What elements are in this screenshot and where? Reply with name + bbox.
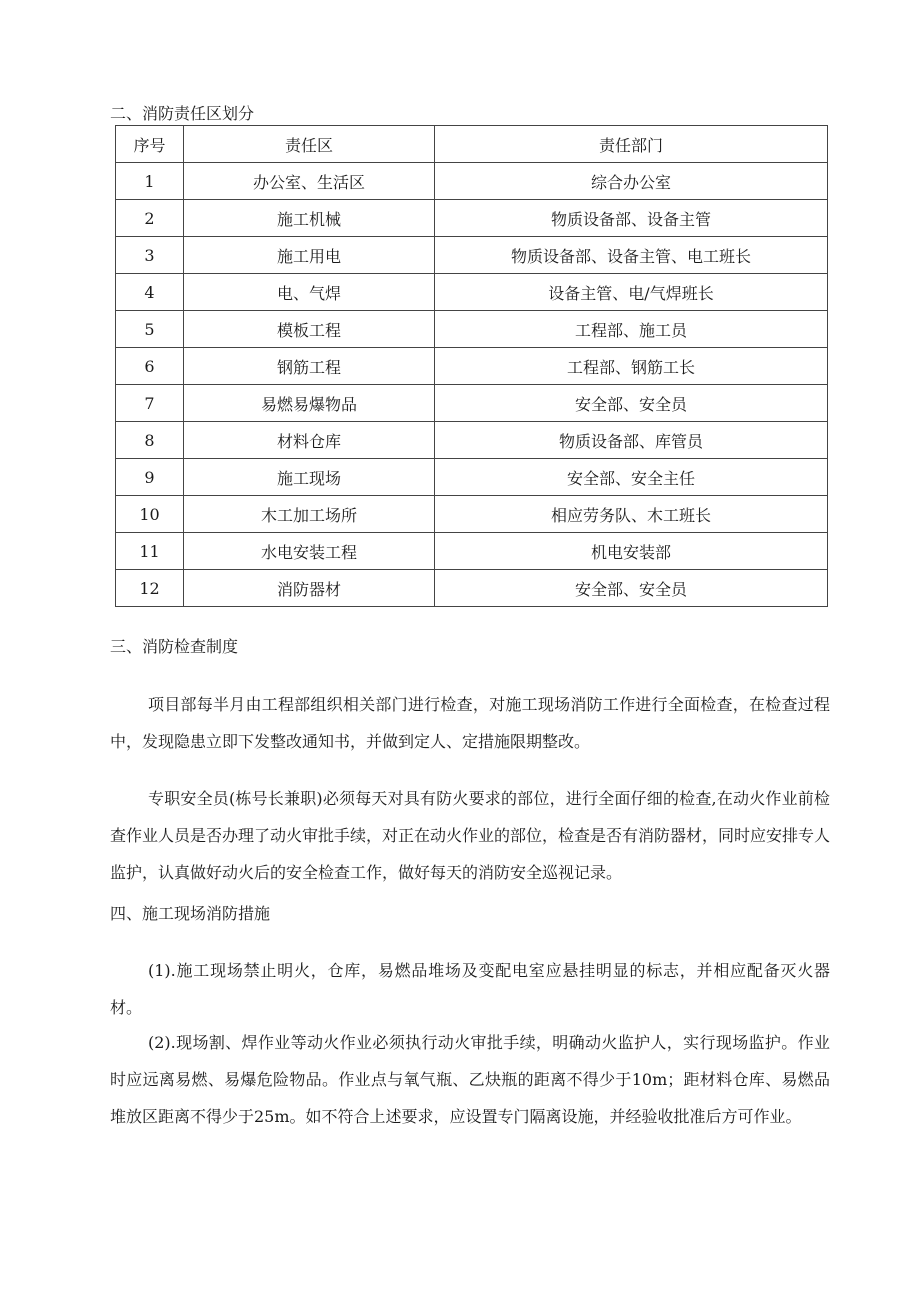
cell-area: 易燃易爆物品 bbox=[184, 385, 435, 422]
cell-no: 5 bbox=[116, 311, 184, 348]
section-heading-fire-inspection: 三、消防检查制度 bbox=[110, 637, 239, 656]
cell-dept: 相应劳务队、木工班长 bbox=[435, 496, 828, 533]
table-row bbox=[116, 533, 828, 570]
table-row bbox=[116, 459, 828, 496]
paragraph-measure-1: (1).施工现场禁止明火，仓库，易燃品堆场及变配电室应悬挂明显的标志，并相应配备灭火器材。 bbox=[110, 961, 830, 1017]
cell-no: 7 bbox=[116, 385, 184, 422]
table-row bbox=[116, 200, 828, 237]
cell-no: 8 bbox=[116, 422, 184, 459]
table-row bbox=[116, 422, 828, 459]
cell-dept: 综合办公室 bbox=[435, 163, 828, 200]
table-row bbox=[116, 496, 828, 533]
cell-area: 模板工程 bbox=[184, 311, 435, 348]
cell-no: 6 bbox=[116, 348, 184, 385]
cell-no: 4 bbox=[116, 274, 184, 311]
cell-dept: 物质设备部、设备主管、电工班长 bbox=[435, 237, 828, 274]
cell-no: 12 bbox=[116, 570, 184, 607]
paragraph-inspection-2: 专职安全员(栋号长兼职)必须每天对具有防火要求的部位，进行全面仔细的检查,在动火作业前检查作业人员是否办理了动火审批手续，对正在动火作业的部位，检查是否有消防器材，同时应安排专人监护，认真做好动火后的安全检查工作，做好每天的消防安全巡视记录。 bbox=[110, 789, 831, 882]
cell-area: 材料仓库 bbox=[184, 422, 435, 459]
table-row bbox=[116, 237, 828, 274]
cell-dept: 物质设备部、库管员 bbox=[435, 422, 828, 459]
cell-area: 电、气焊 bbox=[184, 274, 435, 311]
table-row bbox=[116, 311, 828, 348]
paragraph-measure-2: (2).现场割、焊作业等动火作业必须执行动火审批手续，明确动火监护人，实行现场监护。作业时应远离易燃、易爆危险物品。作业点与氧气瓶、乙炔瓶的距离不得少于10m；距材料仓库、易燃品堆放区距离不得少于25m。如不符合上述要求，应设置专门隔离设施，并经验收批准后方可作业。 bbox=[110, 1033, 830, 1126]
cell-area: 施工用电 bbox=[184, 237, 435, 274]
cell-no: 2 bbox=[116, 200, 184, 237]
cell-area: 消防器材 bbox=[184, 570, 435, 607]
cell-no: 9 bbox=[116, 459, 184, 496]
header-area: 责任区 bbox=[184, 126, 435, 163]
responsibility-table bbox=[115, 125, 828, 607]
table-row bbox=[116, 163, 828, 200]
table-row bbox=[116, 570, 828, 607]
cell-dept: 设备主管、电/气焊班长 bbox=[435, 274, 828, 311]
cell-area: 办公室、生活区 bbox=[184, 163, 435, 200]
cell-no: 3 bbox=[116, 237, 184, 274]
table-row bbox=[116, 274, 828, 311]
cell-area: 施工现场 bbox=[184, 459, 435, 496]
paragraph-inspection-1: 项目部每半月由工程部组织相关部门进行检查，对施工现场消防工作进行全面检查，在检查过程中，发现隐患立即下发整改通知书，并做到定人、定措施限期整改。 bbox=[110, 695, 830, 751]
header-no: 序号 bbox=[116, 126, 184, 163]
cell-dept: 安全部、安全员 bbox=[435, 570, 828, 607]
cell-no: 11 bbox=[116, 533, 184, 570]
cell-dept: 机电安装部 bbox=[435, 533, 828, 570]
table-header-row bbox=[116, 126, 828, 163]
cell-area: 水电安装工程 bbox=[184, 533, 435, 570]
cell-area: 木工加工场所 bbox=[184, 496, 435, 533]
cell-no: 1 bbox=[116, 163, 184, 200]
cell-dept: 工程部、钢筋工长 bbox=[435, 348, 828, 385]
cell-area: 钢筋工程 bbox=[184, 348, 435, 385]
cell-area: 施工机械 bbox=[184, 200, 435, 237]
header-dept: 责任部门 bbox=[435, 126, 828, 163]
section-heading-responsibility-zones: 二、消防责任区划分 bbox=[110, 104, 255, 123]
cell-dept: 安全部、安全员 bbox=[435, 385, 828, 422]
section-heading-site-measures: 四、施工现场消防措施 bbox=[110, 904, 271, 923]
table-row bbox=[116, 385, 828, 422]
table-row bbox=[116, 348, 828, 385]
cell-dept: 物质设备部、设备主管 bbox=[435, 200, 828, 237]
cell-no: 10 bbox=[116, 496, 184, 533]
cell-dept: 安全部、安全主任 bbox=[435, 459, 828, 496]
cell-dept: 工程部、施工员 bbox=[435, 311, 828, 348]
